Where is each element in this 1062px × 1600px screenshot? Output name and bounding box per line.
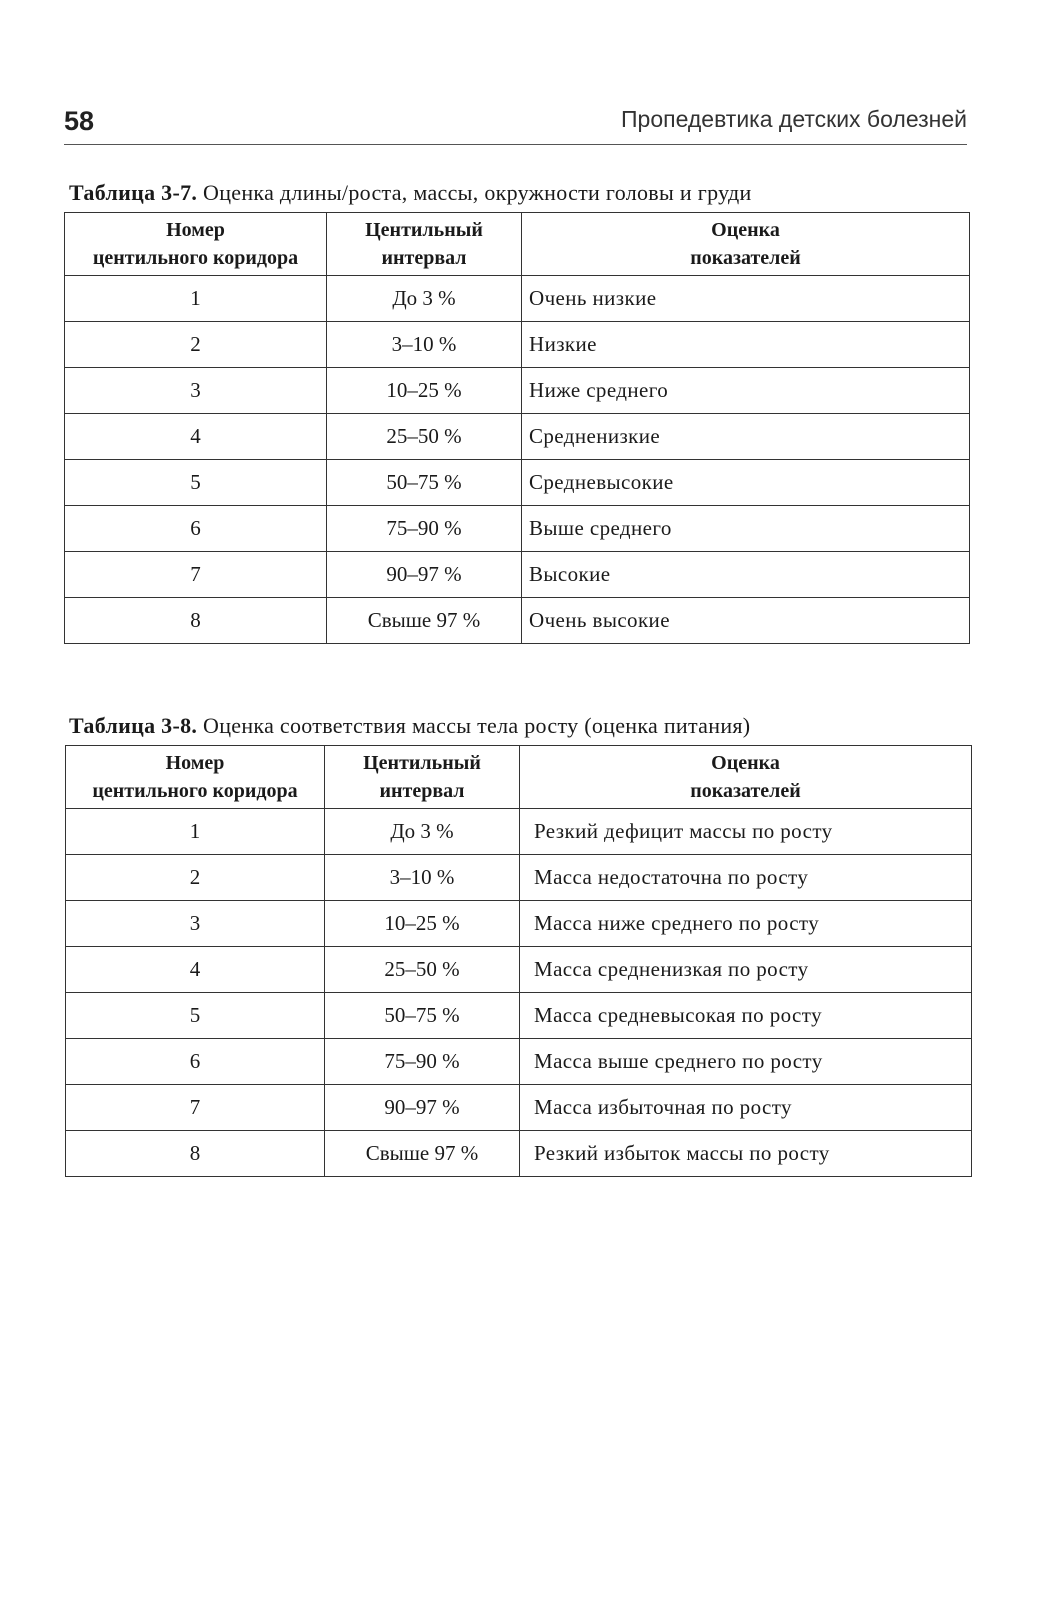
cell-centile-interval: 75–90 % xyxy=(325,1039,520,1085)
table-row xyxy=(65,322,970,368)
cell-corridor-number: 6 xyxy=(65,506,327,552)
table-caption-text: Оценка соответствия массы тела росту (оценка питания) xyxy=(203,713,751,738)
cell-assessment: Высокие xyxy=(522,552,970,598)
cell-corridor-number: 6 xyxy=(66,1039,325,1085)
table-row xyxy=(66,947,972,993)
cell-corridor-number: 8 xyxy=(66,1131,325,1177)
table-caption-label: Таблица 3-8. xyxy=(69,713,198,738)
table-row xyxy=(65,414,970,460)
cell-corridor-number: 5 xyxy=(66,993,325,1039)
cell-corridor-number: 1 xyxy=(66,809,325,855)
header-corridor-number: Номер центильного коридора xyxy=(66,746,325,809)
cell-centile-interval: 10–25 % xyxy=(327,368,522,414)
cell-corridor-number: 4 xyxy=(66,947,325,993)
cell-centile-interval: Свыше 97 % xyxy=(325,1131,520,1177)
cell-assessment: Средненизкие xyxy=(522,414,970,460)
cell-centile-interval: 3–10 % xyxy=(327,322,522,368)
page-number: 58 xyxy=(64,106,95,136)
table-row xyxy=(65,598,970,644)
cell-corridor-number: 8 xyxy=(65,598,327,644)
cell-assessment: Масса средненизкая по росту xyxy=(520,947,972,993)
cell-corridor-number: 3 xyxy=(65,368,327,414)
cell-centile-interval: 90–97 % xyxy=(325,1085,520,1131)
cell-assessment: Выше среднего xyxy=(522,506,970,552)
cell-assessment: Ниже среднего xyxy=(522,368,970,414)
running-title: Пропедевтика детских болезней xyxy=(621,106,967,132)
table-caption-label: Таблица 3-7. xyxy=(69,180,198,205)
table-row xyxy=(66,855,972,901)
cell-centile-interval: 3–10 % xyxy=(325,855,520,901)
cell-centile-interval: Свыше 97 % xyxy=(327,598,522,644)
cell-centile-interval: До 3 % xyxy=(327,276,522,322)
header-assessment: Оценка показателей xyxy=(520,746,972,809)
centile-table-3-7 xyxy=(64,212,970,644)
cell-assessment: Масса средневысокая по росту xyxy=(520,993,972,1039)
cell-assessment: Масса избыточная по росту xyxy=(520,1085,972,1131)
cell-assessment: Масса ниже среднего по росту xyxy=(520,901,972,947)
cell-corridor-number: 7 xyxy=(65,552,327,598)
cell-corridor-number: 2 xyxy=(66,855,325,901)
table-row xyxy=(66,1039,972,1085)
cell-corridor-number: 3 xyxy=(66,901,325,947)
cell-assessment: Средневысокие xyxy=(522,460,970,506)
table-row xyxy=(65,276,970,322)
table-header-row xyxy=(66,746,972,809)
cell-corridor-number: 7 xyxy=(66,1085,325,1131)
centile-table-3-8 xyxy=(65,745,972,1177)
table-row xyxy=(65,460,970,506)
table-row xyxy=(66,1131,972,1177)
cell-corridor-number: 5 xyxy=(65,460,327,506)
cell-centile-interval: 90–97 % xyxy=(327,552,522,598)
header-centile-interval: Центильный интервал xyxy=(327,213,522,276)
cell-assessment: Масса недостаточна по росту xyxy=(520,855,972,901)
header-assessment: Оценка показателей xyxy=(522,213,970,276)
cell-centile-interval: 75–90 % xyxy=(327,506,522,552)
cell-centile-interval: 10–25 % xyxy=(325,901,520,947)
cell-centile-interval: 50–75 % xyxy=(327,460,522,506)
cell-assessment: Резкий дефицит массы по росту xyxy=(520,809,972,855)
cell-corridor-number: 4 xyxy=(65,414,327,460)
table-header-row xyxy=(65,213,970,276)
cell-assessment: Резкий избыток массы по росту xyxy=(520,1131,972,1177)
cell-centile-interval: 25–50 % xyxy=(327,414,522,460)
cell-centile-interval: 50–75 % xyxy=(325,993,520,1039)
cell-assessment: Очень низкие xyxy=(522,276,970,322)
table-row xyxy=(65,368,970,414)
table-row xyxy=(65,506,970,552)
cell-assessment: Масса выше среднего по росту xyxy=(520,1039,972,1085)
header-corridor-number: Номер центильного коридора xyxy=(65,213,327,276)
table-row xyxy=(66,993,972,1039)
cell-centile-interval: 25–50 % xyxy=(325,947,520,993)
cell-assessment: Низкие xyxy=(522,322,970,368)
cell-assessment: Очень высокие xyxy=(522,598,970,644)
table-row xyxy=(66,1085,972,1131)
table-caption-text: Оценка длины/роста, массы, окружности головы и груди xyxy=(203,180,752,205)
cell-corridor-number: 1 xyxy=(65,276,327,322)
table-row xyxy=(66,809,972,855)
table-caption xyxy=(69,180,752,206)
cell-centile-interval: До 3 % xyxy=(325,809,520,855)
page-header xyxy=(64,100,967,145)
cell-corridor-number: 2 xyxy=(65,322,327,368)
table-row xyxy=(66,901,972,947)
table-caption xyxy=(69,713,750,739)
table-row xyxy=(65,552,970,598)
header-centile-interval: Центильный интервал xyxy=(325,746,520,809)
